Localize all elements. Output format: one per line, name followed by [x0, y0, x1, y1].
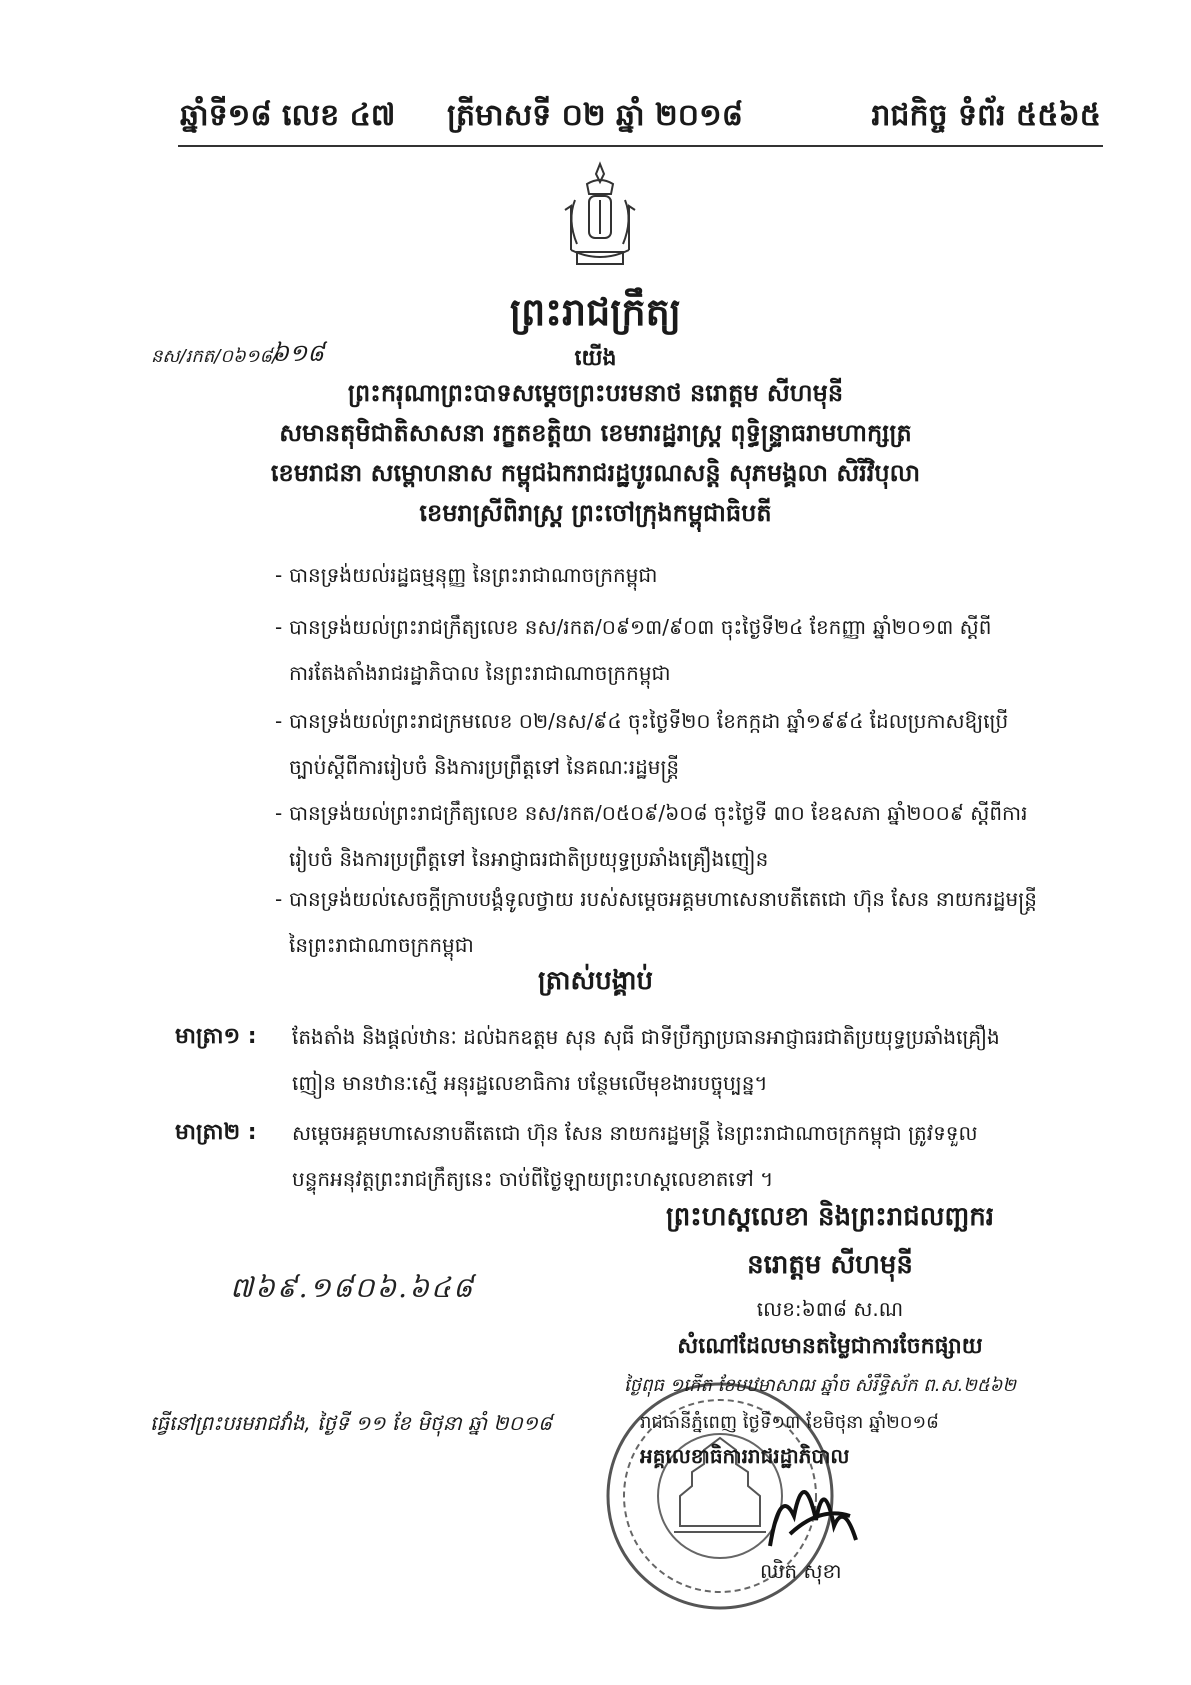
we-heading: យើង: [574, 346, 617, 371]
article-line: បន្ទុកអនុវត្តព្រះរាជក្រឹត្យនេះ ចាប់ពីថ្ងៃឡាយព្រះហស្តលេខាតទៅ ។: [292, 1167, 774, 1191]
gazette-page: រាជកិច្ច ទំព័រ ៥៥៦៥: [871, 98, 1101, 133]
preamble-text: ច្បាប់ស្តីពីការរៀបចំ និងការប្រព្រឹត្តទៅ នៃគណៈរដ្ឋមន្ត្រី: [289, 755, 680, 779]
king-title-line: ខេមរាស្រីពិរាស្ត្រ ព្រះចៅក្រុងកម្ពុជាធិបតី: [419, 499, 772, 527]
article-line: ញៀន មានឋានៈស្មើ អនុរដ្ឋលេខាធិការ បន្ថែមលើមុខងារបច្ចុប្បន្ន។: [292, 1071, 768, 1095]
place-and-date: ធ្វើនៅព្រះបរមរាជវាំង, ថ្ងៃទី ១១ ខែ មិថុនា ឆ្នាំ ២០១៨: [150, 1411, 553, 1435]
preamble-text: - បានទ្រង់យល់រដ្ឋធម្មនុញ្ញ នៃព្រះរាជាណាចក្រកម្ពុជា: [275, 552, 1045, 598]
gazette-quarter: ត្រីមាសទី ០២ ឆ្នាំ ២០១៨: [447, 98, 743, 133]
preamble-item: [275, 698, 1045, 790]
certified-copy-signer: ឈិត សុខា: [760, 1559, 842, 1583]
preamble-text: - បានទ្រង់យល់ព្រះរាជក្រមលេខ ០២/នស/៩៤ ចុះថ្ងៃទី២០ ខែកក្កដា ឆ្នាំ១៩៩៤ ដែលប្រកាសឱ្យប្រើ: [275, 698, 1045, 744]
gazette-year-issue: ឆ្នាំទី១៨ លេខ ៤៧: [180, 98, 396, 133]
royal-signature-title: ព្រះហស្តលេខា និងព្រះរាជលញ្ឆករ: [666, 1202, 994, 1232]
decree-heading: ត្រាស់បង្គាប់: [537, 966, 654, 996]
royal-signature-number: លេខ:៦៣៨ ស.ណ: [756, 1297, 904, 1321]
certified-copy-lunar-date: ថ្ងៃពុធ ១កើត ខែបឋមាសាឍ ឆ្នាំច សំរឹទ្ធិស័ក ព.ស.២៥៦២: [623, 1375, 1017, 1396]
header-divider: [178, 145, 1103, 147]
article-label: មាត្រា២ :: [175, 1120, 257, 1145]
decree-reference-handwritten: ៦១៨: [272, 339, 325, 367]
preamble-text: ការតែងតាំងរាជរដ្ឋាភិបាល នៃព្រះរាជាណាចក្រកម្ពុជា: [289, 661, 671, 685]
article-line: តែងតាំង និងផ្តល់ឋានៈ ដល់ឯកឧត្តម សុន សុធី ជាទីប្រឹក្សាប្រធានអាជ្ញាធរជាតិប្រយុទ្ធប្រឆាំងគ្រឿង: [292, 1025, 1000, 1049]
preamble-text: - បានទ្រង់យល់ព្រះរាជក្រឹត្យលេខ នស/រកត/០៩១៣/៩០៣ ចុះថ្ងៃទី២៤ ខែកញ្ញា ឆ្នាំ២០១៣ ស្តីពី: [275, 604, 1045, 650]
king-title-line: ព្រះករុណាព្រះបាទសម្តេចព្រះបរមនាថ នរោត្តម សីហមុនី: [347, 379, 844, 407]
preamble-text: - បានទ្រង់យល់សេចក្តីក្រាបបង្គំទូលថ្វាយ របស់សម្តេចអគ្គមហាសេនាបតីតេជោ ហ៊ុន សែន នាយករដ្ឋមន្ត្រី: [275, 876, 1045, 922]
certified-copy-heading: សំណៅដែលមានតម្លៃជាការចែកផ្សាយ: [677, 1334, 983, 1359]
king-title-line: សមានតុមិជាតិសាសនា រក្ខតខត្តិយា ខេមរារដ្ឋរាស្ត្រ ពុទ្ធិន្ទ្រាធរាមហាក្សត្រ: [279, 419, 912, 447]
handwritten-registry-number: ៧៦៩.១៨០៦.៦៤៨: [230, 1271, 475, 1304]
king-title-line: ខេមរាជនា សម្ពោហនាស កម្ពុជឯករាជរដ្ឋបូរណសន្តិ សុភមង្គលា សិរីវិបុលា: [270, 459, 921, 487]
preamble-item: [275, 552, 1045, 598]
certified-copy-office: អគ្គលេខាធិការរាជរដ្ឋាភិបាល: [640, 1444, 850, 1468]
royal-coat-of-arms-icon: [557, 160, 643, 270]
article-text: [292, 1014, 1052, 1106]
article-line: សម្តេចអគ្គមហាសេនាបតីតេជោ ហ៊ុន សែន នាយករដ្ឋមន្ត្រី នៃព្រះរាជាណាចក្រកម្ពុជា ត្រូវទទួល: [292, 1121, 978, 1145]
preamble-item: [275, 604, 1045, 696]
preamble-text: រៀបចំ និងការប្រព្រឹត្តទៅ នៃអាជ្ញាធរជាតិប្រយុទ្ធប្រឆាំងគ្រឿងញៀន: [289, 847, 769, 871]
article-label: មាត្រា១ :: [175, 1024, 257, 1049]
preamble-item: [275, 790, 1045, 882]
article-text: [292, 1110, 1052, 1202]
preamble-text: - បានទ្រង់យល់ព្រះរាជក្រឹត្យលេខ នស/រកត/០៥០៩/៦០៨ ចុះថ្ងៃទី ៣០ ខែឧសភា ឆ្នាំ២០០៩ ស្តីពីការ: [275, 790, 1045, 836]
decree-reference: នស/រកត/០៦១៨/: [151, 346, 279, 367]
handwritten-signature-icon: [760, 1446, 870, 1566]
preamble-item: [275, 876, 1045, 968]
document-title: ព្រះរាជក្រឹត្យ: [509, 290, 682, 334]
preamble-text: នៃព្រះរាជាណាចក្រកម្ពុជា: [289, 933, 474, 957]
certified-copy-date: រាជធានីភ្នំពេញ ថ្ងៃទី១៣ ខែមិថុនា ឆ្នាំ២០១៨: [640, 1412, 939, 1433]
royal-signature-name: នរោត្តម សីហមុនី: [747, 1250, 913, 1280]
